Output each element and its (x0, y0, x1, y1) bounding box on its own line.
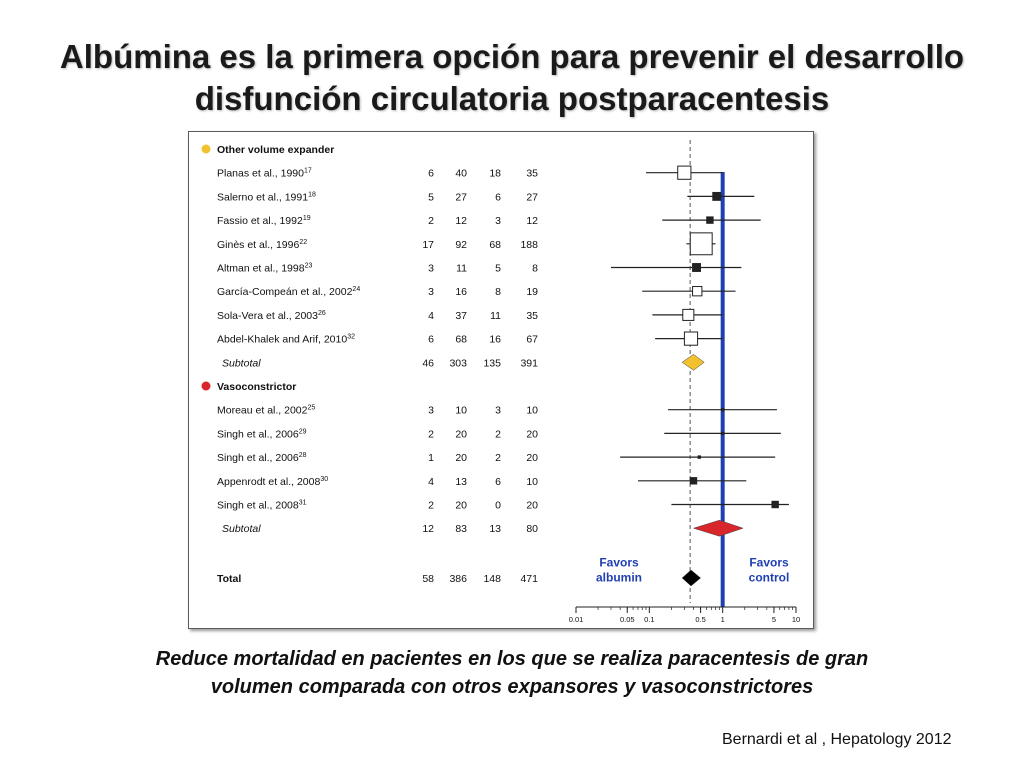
study-value-d: 20 (526, 428, 538, 441)
study-value-a: 2 (428, 428, 434, 441)
study-reference: 17 (303, 167, 312, 175)
x-axis-tick-label: 0.01 (568, 615, 584, 624)
total-value-c: 148 (483, 572, 501, 585)
study-reference: 31 (298, 499, 307, 507)
study-value-c: 3 (495, 404, 501, 417)
caption-line-2: volumen comparada con otros expansores y vasoconstrictores (210, 676, 814, 698)
study-reference: 28 (298, 452, 307, 460)
study-point-estimate (721, 408, 724, 411)
x-axis-tick-label: 5 (771, 615, 777, 624)
study-value-a: 17 (422, 238, 434, 251)
study-point-estimate (721, 432, 724, 435)
study-value-b: 92 (455, 238, 467, 251)
citation: Bernardi et al , Hepatology 2012 (722, 731, 952, 748)
favors-albumin-line-1: Favors (599, 555, 639, 570)
study-value-b: 13 (455, 475, 467, 488)
study-value-c: 8 (495, 286, 501, 299)
total-label: Total (217, 572, 242, 585)
slide-title (0, 36, 1024, 120)
subtotal-diamond-2 (693, 520, 743, 536)
study-label: Singh et al., 2006$^{28}$ (217, 452, 307, 465)
study-value-d: 10 (526, 404, 538, 417)
study-reference: 24 (352, 286, 361, 294)
study-value-d: 20 (526, 499, 538, 512)
study-value-a: 4 (428, 475, 434, 488)
x-axis-tick-label: 10 (791, 615, 801, 624)
subtotal-diamond-1 (682, 354, 704, 370)
study-value-a: 5 (428, 191, 434, 204)
subtotal-value-a: 12 (422, 523, 434, 536)
study-value-d: 10 (526, 475, 538, 488)
caption-line-1: Reduce mortalidad en pacientes en los que se realiza paracentesis de gran (155, 648, 869, 670)
study-reference: 32 (347, 333, 355, 341)
x-axis-tick-label: 0.1 (644, 615, 655, 624)
study-value-c: 3 (495, 215, 501, 228)
study-value-a: 6 (428, 333, 434, 346)
study-value-a: 2 (428, 499, 434, 512)
study-value-a: 4 (428, 309, 434, 322)
study-value-d: 35 (526, 167, 538, 180)
study-value-a: 3 (428, 262, 434, 275)
x-axis-tick-label: 0.05 (619, 615, 635, 624)
study-point-estimate (693, 287, 702, 296)
subtotal-value-b: 303 (449, 357, 467, 370)
study-value-d: 8 (532, 262, 538, 275)
subtotal-label-1: Subtotal (222, 357, 261, 370)
study-value-c: 68 (489, 238, 501, 251)
study-point-estimate (698, 456, 701, 459)
study-reference: 22 (299, 238, 308, 246)
study-reference: 25 (307, 404, 316, 412)
study-reference: 23 (304, 262, 313, 270)
study-value-b: 37 (455, 309, 467, 322)
study-label: Abdel-Khalek and Arif, 2010$^{32}$ (217, 333, 355, 346)
study-point-estimate (678, 166, 691, 179)
study-value-b: 11 (456, 262, 467, 275)
total-value-a: 58 (422, 572, 434, 585)
study-value-b: 20 (455, 452, 467, 465)
study-value-a: 6 (428, 167, 434, 180)
study-value-b: 40 (455, 167, 467, 180)
study-point-estimate (707, 217, 714, 224)
study-value-b: 27 (455, 191, 467, 204)
study-point-estimate (683, 309, 694, 320)
study-value-d: 19 (526, 286, 538, 299)
study-value-c: 11 (490, 309, 501, 322)
study-point-estimate (690, 233, 712, 255)
study-label: Salerno et al., 1991$^{18}$ (217, 191, 316, 204)
study-reference: 29 (298, 428, 307, 436)
study-value-b: 20 (455, 428, 467, 441)
subtotal-value-d: 80 (526, 523, 538, 536)
favors-control-line-2: control (748, 570, 790, 585)
study-point-estimate (692, 263, 700, 271)
study-label: García-Compeán et al., 2002$^{24}$ (217, 286, 361, 299)
study-label: Planas et al., 1990$^{17}$ (217, 167, 312, 180)
study-point-estimate (713, 192, 721, 200)
subtotal-value-b: 83 (455, 523, 467, 536)
study-value-d: 20 (526, 452, 538, 465)
group-marker-1 (202, 145, 211, 154)
study-value-c: 2 (495, 452, 501, 465)
group-label-2: Vasoconstrictor (217, 381, 297, 393)
group-marker-2 (202, 382, 211, 391)
study-label: Singh et al., 2008$^{31}$ (217, 499, 307, 512)
subtotal-value-c: 135 (483, 357, 501, 370)
slide-title-line-1: Albúmina es la primera opción para prevenir el desarrollo (59, 38, 965, 75)
study-value-c: 6 (495, 475, 501, 488)
study-value-c: 16 (489, 333, 501, 346)
study-value-d: 12 (526, 215, 538, 228)
study-value-b: 10 (455, 404, 467, 417)
forest-plot (189, 132, 813, 628)
study-label: Ginès et al., 1996$^{22}$ (217, 238, 308, 251)
group-label-1: Other volume expander (217, 144, 335, 156)
study-value-a: 2 (428, 215, 434, 228)
study-value-d: 67 (526, 333, 538, 346)
total-value-b: 386 (449, 572, 467, 585)
study-label: Moreau et al., 2002$^{25}$ (217, 404, 316, 417)
study-value-d: 188 (520, 238, 538, 251)
study-point-estimate (684, 332, 697, 345)
study-label: Sola-Vera et al., 2003$^{26}$ (217, 309, 326, 322)
subtotal-label-2: Subtotal (222, 523, 261, 536)
study-value-a: 1 (428, 452, 434, 465)
study-point-estimate (690, 478, 697, 485)
favors-albumin-line-2: albumin (595, 570, 643, 585)
study-value-b: 12 (455, 215, 467, 228)
total-value-d: 471 (520, 572, 538, 585)
study-reference: 30 (320, 475, 329, 483)
study-value-c: 2 (495, 428, 501, 441)
study-value-c: 18 (489, 167, 501, 180)
study-value-b: 16 (455, 286, 467, 299)
slide-title-line-2: disfunción circulatoria postparacentesis (194, 80, 830, 117)
study-label: Fassio et al., 1992$^{19}$ (217, 215, 311, 228)
study-value-c: 6 (495, 191, 501, 204)
study-value-c: 0 (495, 499, 501, 512)
study-value-d: 35 (526, 309, 538, 322)
subtotal-value-d: 391 (520, 357, 538, 370)
subtotal-value-c: 13 (489, 523, 501, 536)
study-value-a: 3 (428, 404, 434, 417)
x-axis-tick-label: 0.5 (695, 615, 706, 624)
study-label: Singh et al., 2006$^{29}$ (217, 428, 307, 441)
study-value-a: 3 (428, 286, 434, 299)
study-label: Altman et al., 1998$^{23}$ (217, 262, 313, 275)
study-value-d: 27 (526, 191, 538, 204)
study-point-estimate (772, 501, 779, 508)
study-reference: 19 (302, 215, 311, 223)
study-value-b: 68 (455, 333, 467, 346)
subtotal-value-a: 46 (422, 357, 434, 370)
total-diamond (682, 570, 700, 586)
study-reference: 26 (318, 309, 326, 317)
favors-control-line-1: Favors (749, 555, 789, 570)
x-axis-tick-label: 1 (720, 615, 725, 624)
study-label: Appenrodt et al., 2008$^{30}$ (217, 475, 329, 488)
study-value-b: 20 (455, 499, 467, 512)
study-value-c: 5 (495, 262, 501, 275)
slide-caption (0, 645, 1024, 701)
study-reference: 18 (308, 191, 316, 199)
forest-plot-figure (188, 131, 814, 629)
